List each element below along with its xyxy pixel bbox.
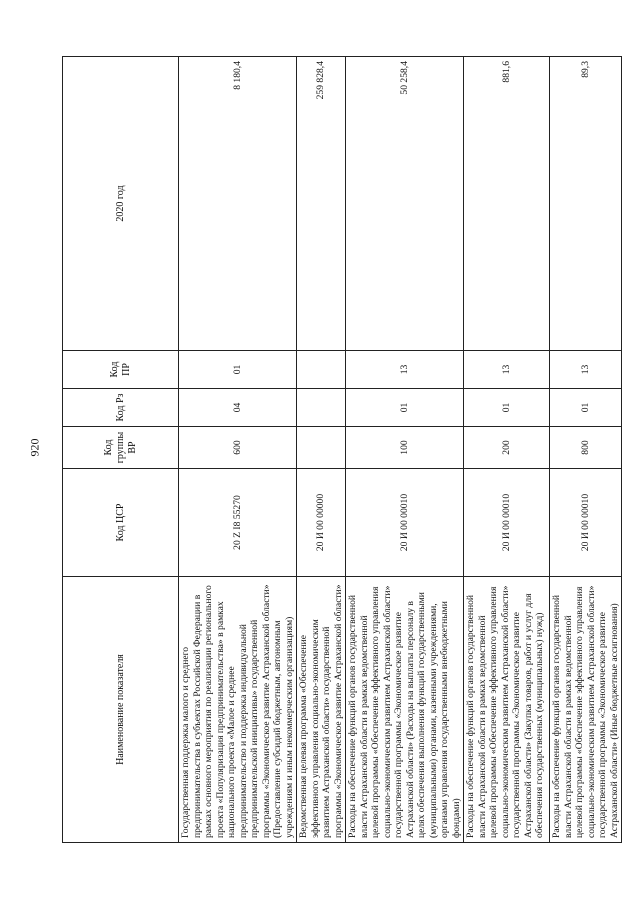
header-name: Наименование показателя [63, 577, 179, 843]
header-year: 2020 год [63, 57, 179, 351]
row-rz: 01 [550, 389, 622, 427]
table-row [179, 57, 297, 843]
row-name: Расходы на обеспечение функций органов государственной власти Астраханской области в рамках ведомственной целевой программы «Обеспечение эффективного управления социально-экономическим развитием Астраханской области» государственной программы «Экономическое развитие Астраханской области» (Расходы на выплаты персоналу в целях обеспечения выполнения функций государственными (муниципальными) органами, казенными учреждениями, органами управления государственными внебюджетными фондами) [346, 577, 464, 843]
header-rz: Код Рз [63, 389, 179, 427]
header-csr: Код ЦСР [63, 469, 179, 577]
row-rz: 01 [346, 389, 464, 427]
table-row [297, 57, 346, 843]
row-year: 8 180,4 [179, 57, 297, 351]
table-header-row [63, 57, 179, 843]
row-year: 50 258,4 [346, 57, 464, 351]
row-rz: 01 [464, 389, 550, 427]
row-pr: 01 [179, 351, 297, 389]
row-name: Ведомственная целевая программа «Обеспечение эффективного управления социально-экономическим развитием Астраханской области» государственной программы «Экономическое развитие Астраханской области» [297, 577, 346, 843]
row-year: 881,6 [464, 57, 550, 351]
header-pr: Код ПР [63, 351, 179, 389]
row-pr [297, 351, 346, 389]
row-csr: 20 И 00 00010 [550, 469, 622, 577]
row-pr: 13 [464, 351, 550, 389]
row-pr: 13 [550, 351, 622, 389]
row-csr: 20 И 00 00010 [464, 469, 550, 577]
row-csr: 20 Z I8 55270 [179, 469, 297, 577]
row-csr: 20 И 00 00000 [297, 469, 346, 577]
row-vr: 200 [464, 427, 550, 469]
table-row [464, 57, 550, 843]
page-number: 920 [27, 438, 42, 457]
row-rz: 04 [179, 389, 297, 427]
row-year: 259 828,4 [297, 57, 346, 351]
row-vr: 100 [346, 427, 464, 469]
budget-table [62, 56, 622, 843]
table-row [346, 57, 464, 843]
row-csr: 20 И 00 00010 [346, 469, 464, 577]
row-name: Расходы на обеспечение функций органов государственной власти Астраханской области в рамках ведомственной целевой программы «Обеспечение эффективного управления социально-экономическим развитием Астраханской области» государственной программы «Экономическое развитие Астраханской области» (Иные бюджетные ассигнования) [550, 577, 622, 843]
row-rz [297, 389, 346, 427]
budget-table-sheet [62, 57, 620, 843]
table-row [550, 57, 622, 843]
row-vr [297, 427, 346, 469]
row-name: Расходы на обеспечение функций органов государственной власти Астраханской области в рамках ведомственной целевой программы «Обеспечение эффективного управления социально-экономическим развитием Астраханской области» государственной программы «Экономическое развитие Астраханской области» (Закупка товаров, работ и услуг для обеспечения государственных (муниципальных) нужд) [464, 577, 550, 843]
row-vr: 600 [179, 427, 297, 469]
header-vr: Код группы ВР [63, 427, 179, 469]
row-name: Государственная поддержка малого и среднего предпринимательства в субъектах Российской Федерации в рамках основного мероприятия по реализации регионального проекта «Популяризация предпринимательства» в рамках национального проекта «Малое и среднее предпринимательство и поддержка индивидуальной предпринимательской инициативы» государственной программы «Экономическое развитие Астраханской области» (Предоставление субсидий бюджетным, автономным учреждениям и иным некоммерческим организациям) [179, 577, 297, 843]
row-pr: 13 [346, 351, 464, 389]
row-vr: 800 [550, 427, 622, 469]
row-year: 89,3 [550, 57, 622, 351]
